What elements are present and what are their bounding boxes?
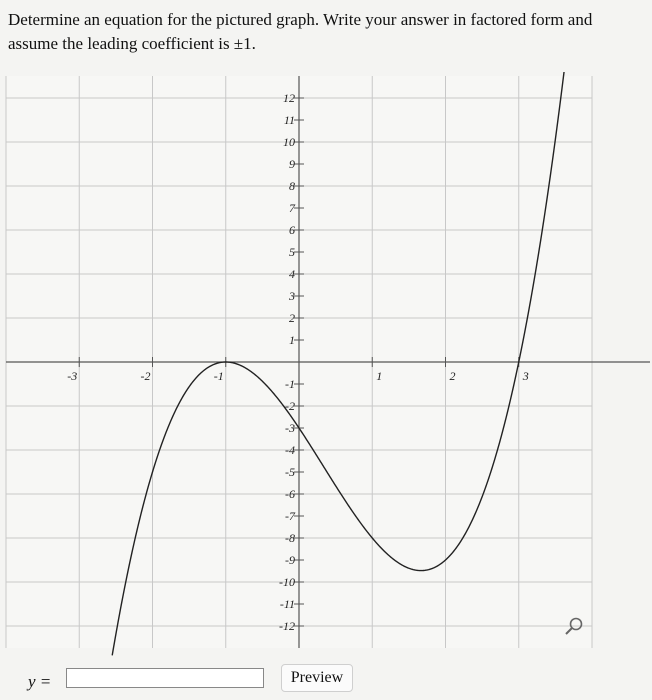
y-tick-label: -4: [285, 443, 295, 457]
preview-button[interactable]: Preview: [281, 664, 353, 692]
y-tick-label: 1: [289, 333, 295, 347]
y-tick-label: 10: [283, 135, 295, 149]
y-tick-label: -3: [285, 421, 295, 435]
y-tick-label: -2: [285, 399, 295, 413]
y-tick-label: 8: [289, 179, 295, 193]
x-tick-label: 3: [522, 369, 529, 383]
x-tick-label: 2: [449, 369, 456, 383]
x-tick-label: -3: [67, 369, 78, 383]
y-tick-label: -7: [285, 509, 295, 523]
question-line-1: Determine an equation for the pictured graph. Write your answer in factored form and: [8, 10, 593, 29]
y-tick-label: -9: [285, 553, 295, 567]
question-line-2: assume the leading coefficient is ±1.: [8, 34, 256, 53]
x-tick-label: 1: [376, 369, 383, 383]
y-tick-label: -1: [285, 377, 295, 391]
y-tick-label: -8: [285, 531, 295, 545]
question-text: [8, 8, 644, 56]
answer-input[interactable]: [66, 668, 264, 688]
answer-label: y =: [28, 672, 52, 691]
y-tick-label: 3: [289, 289, 295, 303]
y-tick-label: 7: [289, 201, 295, 215]
x-tick-label: -1: [213, 369, 224, 383]
y-tick-label: -10: [279, 575, 295, 589]
y-tick-label: -6: [285, 487, 295, 501]
answer-row: [0, 664, 652, 696]
y-tick-label: 12: [283, 91, 295, 105]
graph-canvas: [0, 72, 652, 660]
function-graph: [0, 72, 652, 660]
y-tick-label: 5: [289, 245, 295, 259]
y-tick-label: -12: [279, 619, 295, 633]
y-tick-label: 11: [283, 113, 295, 127]
y-tick-label: -5: [285, 465, 295, 479]
magnifier-icon[interactable]: [563, 616, 585, 638]
y-tick-label: 9: [289, 157, 295, 171]
y-tick-label: 2: [289, 311, 295, 325]
y-tick-label: 4: [289, 267, 295, 281]
y-tick-label: 6: [289, 223, 295, 237]
x-tick-label: -2: [140, 369, 151, 383]
y-tick-label: -11: [279, 597, 295, 611]
